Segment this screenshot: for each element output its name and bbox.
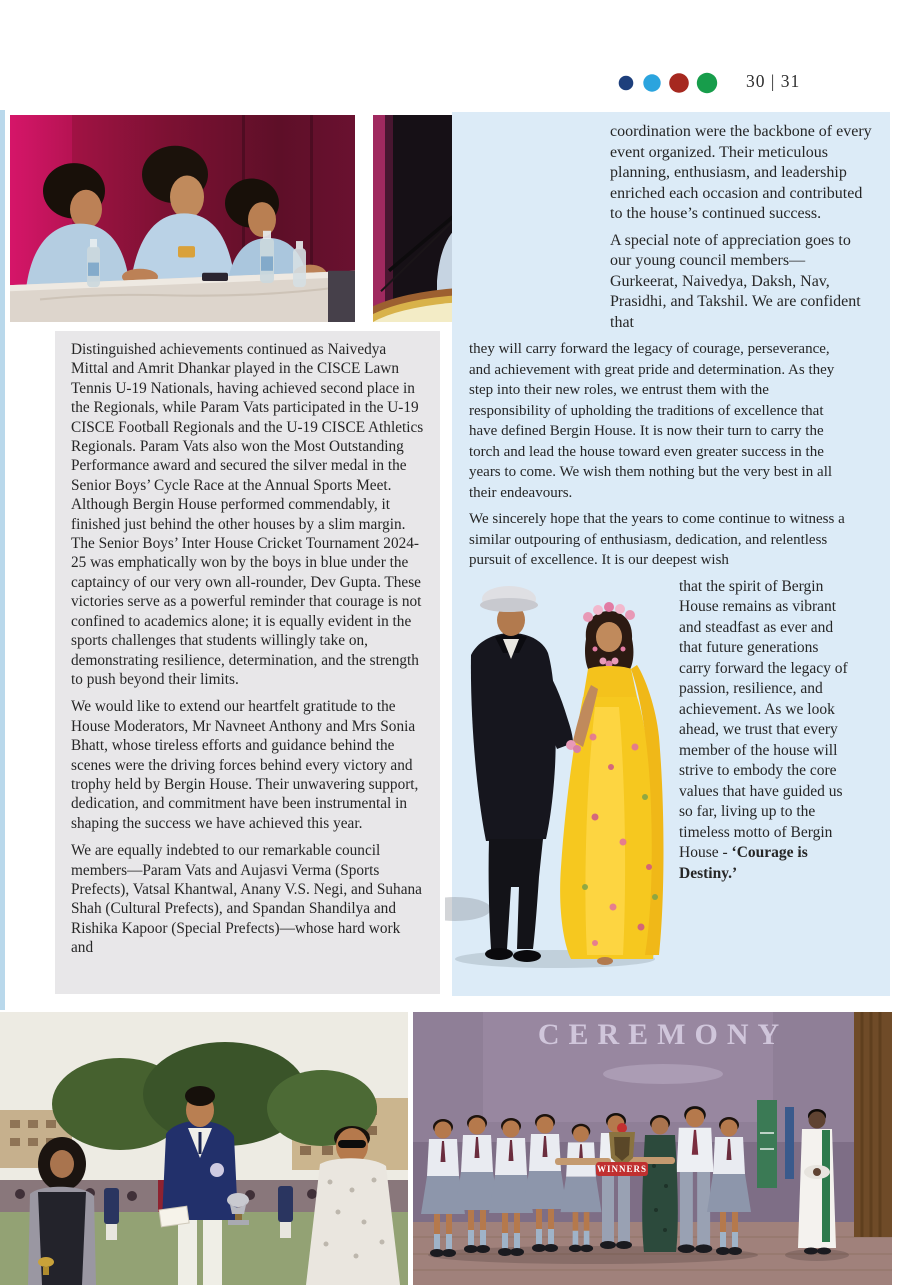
sports-award-photo [0, 1012, 408, 1285]
paragraph-moderators: We would like to extend our heartfelt gratitude to the House Moderators, Mr Navneet Anthony and Mrs Sonia Bhatt, whose tireless efforts and guidance behind the scenes were the driving forces behind every victory and trophy held by Bergin House. Their unwavering support, dedication, and commitment have been instrumental in shaping the success we have achieved this year. [71, 698, 419, 832]
traditional-attire-photo [445, 577, 667, 969]
priest-figure [798, 1109, 836, 1255]
ceremony-screen-text: CEREMONY [537, 1018, 789, 1051]
winners-banner-text: WINNERS [596, 1164, 648, 1174]
paragraph-council: We are equally indebted to our remarkable council members—Param Vats and Aujasvi Verma (Sports Prefects), Vatsal Khantwal, Anany V.S. Negi, and Suhana Shah (Cultural Prefects), and Spandan Shandilya and Rishika Kapoor (Special Prefects)—whose hard work and [71, 842, 422, 957]
teacher-figure [642, 1115, 678, 1252]
paragraph-hope: We sincerely hope that the years to come continue to witness a similar outpouring of enthusiasm, dedication, and relentless pursuit of excellence. It is our deepest wish [469, 511, 845, 568]
spirit-text: that the spirit of Bergin House remains as vibrant and steadfast as ever and that future generations carry forward the legacy of passion, resilience, and achievement. As we look ahead, we trust that every member of the house will strive to embody the core values that have guided us so far, living up to the timeless motto of Bergin House - [679, 577, 848, 861]
narrow-text-block [610, 122, 872, 333]
sky-blue-dot [643, 74, 660, 91]
quiz-table-photo [10, 115, 355, 322]
stage-winners-photo [413, 1012, 892, 1285]
paragraph-achievements: Distinguished achievements continued as Naivedya Mittal and Amrit Dhankar played in the CISCE Lawn Tennis U-19 Nationals, having achieved second place in the Regionals, while Param Vats participated in the U-19 CISCE Football Regionals and the U-19 CISCE Athletics Regionals. Param Vats also won the Most Outstanding Performance award and secured the silver medal in the Senior Boys’ Cycle Race at the Annual Sports Meet. Although Bergin House performed commendably, it finished just behind the other houses by a slim margin. The Senior Boys’ Inter House Cricket Tournament 2024-25 was emphatically won by the boys in blue under the captaincy of our very own all-rounder, Dev Gupta. These victories serve as a powerful reminder that courage is not confined to academics alone; it is equally evident in the sports challenges that students willingly take on, demonstrating resilience, determination, and the strength to push beyond their limits. [71, 341, 424, 688]
red-dot [669, 73, 689, 93]
left-text-panel [55, 331, 440, 994]
motto-section [469, 577, 849, 885]
page-edge-strip [0, 110, 5, 1010]
paragraph-legacy: they will carry forward the legacy of courage, perseverance, and achievement with great pride and determination. As they step into their new roles, we entrust them with the responsibility of upholding the traditions of excellence that have defined Bergin House. It is now their turn to carry the torch and lead the house toward even greater success in the years to come. We wish them nothing but the very best in all their endeavours. [469, 341, 835, 501]
navy-dot [619, 76, 634, 91]
paragraph-coordination: coordination were the backbone of every event organized. Their meticulous planning, enthusiasm, and leadership enriched each occasion and contributed to the house’s continued success. [610, 123, 872, 222]
right-text-panel [452, 112, 890, 996]
green-dot [697, 73, 717, 93]
page-number: 30 | 31 [746, 71, 801, 91]
house-color-dots [618, 70, 722, 96]
house-motto: ‘Courage is Destiny.’ [679, 844, 808, 882]
paragraph-appreciation: A special note of appreciation goes to our young council members—Gurkeerat, Naivedya, Daksh, Nav, Prasidhi, and Takshil. We are confident that [610, 231, 861, 331]
